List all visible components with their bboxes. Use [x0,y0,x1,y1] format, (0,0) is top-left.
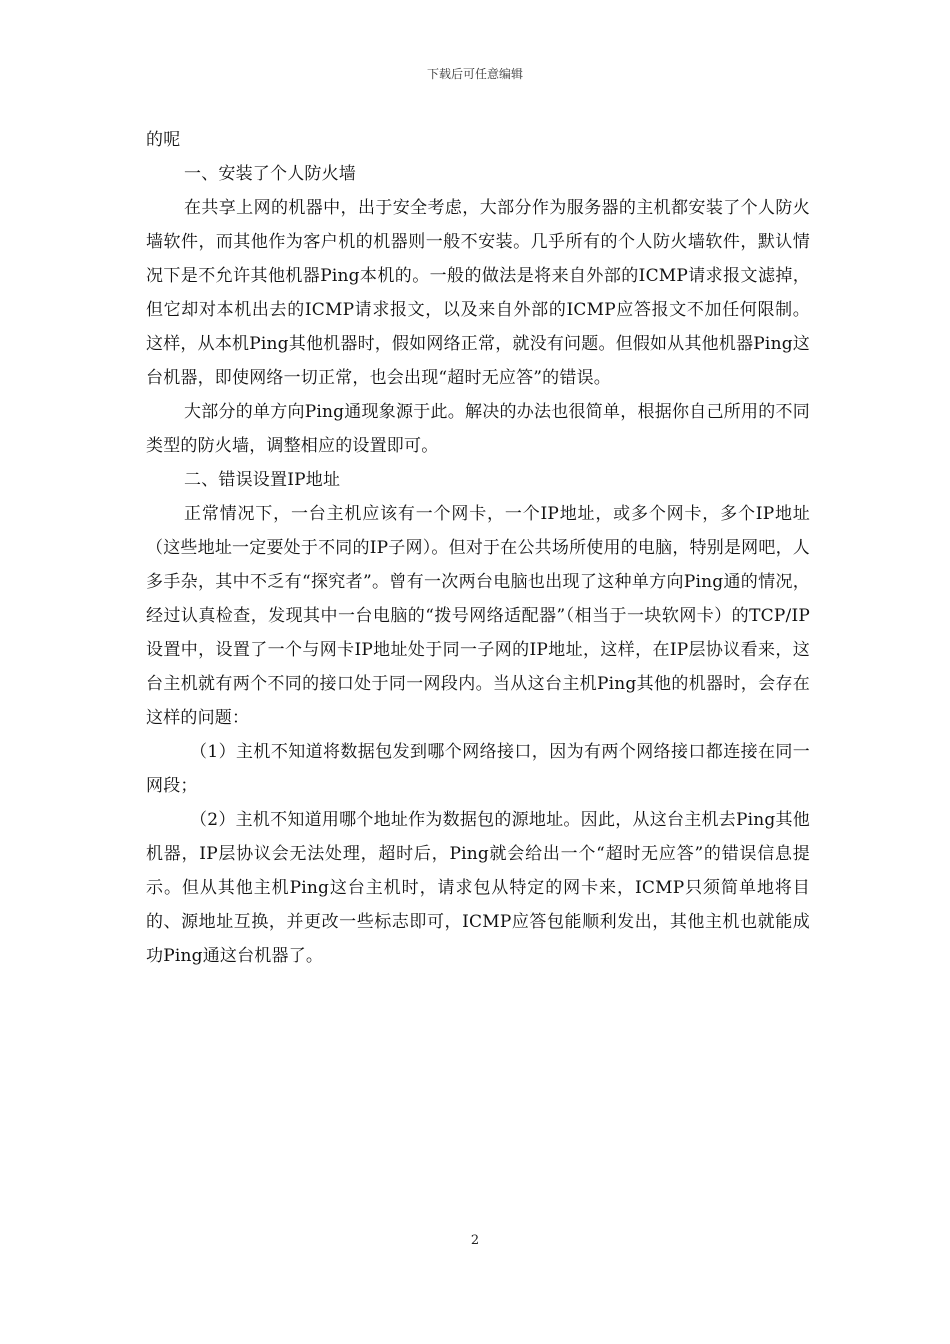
list-item-2: （2）主机不知道用哪个地址作为数据包的源地址。因此，从这台主机去Ping其他机器，IP层协议会无法处理，超时后，Ping就会给出一个“超时无应答”的错误信息提示。但从其他主机Ping这台主机时，请求包从特定的网卡来，ICMP只须简单地将目的、源地址互换，并更改一些标志即可，ICMP应答包能顺利发出，其他主机也就能成功Ping通这台机器了。 [146,810,810,966]
section-heading-ip-address: 二、错误设置IP地址 [184,470,341,490]
page-header: 下载后可任意编辑 [426,67,523,81]
paragraph-ip-explanation: 正常情况下，一台主机应该有一个网卡，一个IP地址，或多个网卡，多个IP地址（这些地址一定要处于不同的IP子网）。但对于在公共场所使用的电脑，特别是网吧，人多手杂，其中不乏有“探究者”。曾有一次两台电脑也出现了这种单方向Ping通的情况，经过认真检查，发现其中一台电脑的“拨号网络适配器”（相当于一块软网卡）的TCP/IP设置中，设置了一个与网卡IP地址处于同一子网的IP地址，这样，在IP层协议看来，这台主机就有两个不同的接口处于同一网段内。当从这台主机Ping其他的机器时，会存在这样的问题： [146,504,810,728]
document-body [146,123,810,973]
section-heading-firewall: 一、安装了个人防火墙 [184,164,356,184]
paragraph-firewall-solution: 大部分的单方向Ping通现象源于此。解决的办法也很简单，根据你自己所用的不同类型的防火墙，调整相应的设置即可。 [146,402,810,456]
page-number: 2 [470,1233,480,1248]
paragraph-continuation: 的呢 [146,130,181,150]
paragraph-firewall-explanation: 在共享上网的机器中，出于安全考虑，大部分作为服务器的主机都安装了个人防火墙软件，而其他作为客户机的机器则一般不安装。几乎所有的个人防火墙软件，默认情况下是不允许其他机器Ping本机的。一般的做法是将来自外部的ICMP请求报文滤掉，但它却对本机出去的ICMP请求报文，以及来自外部的ICMP应答报文不加任何限制。这样，从本机Ping其他机器时，假如网络正常，就没有问题。但假如从其他机器Ping这台机器，即使网络一切正常，也会出现“超时无应答”的错误。 [146,198,810,388]
list-item-1: （1）主机不知道将数据包发到哪个网络接口，因为有两个网络接口都连接在同一网段； [146,742,810,796]
